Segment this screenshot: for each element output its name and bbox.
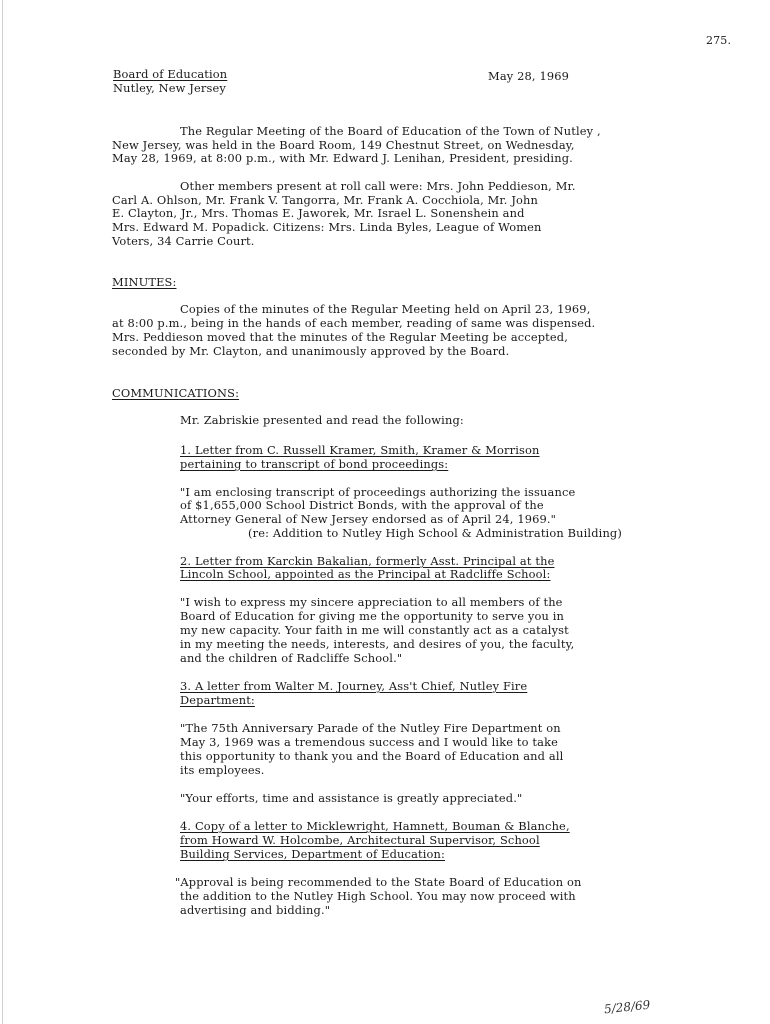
item-title: Department: — [180, 693, 255, 707]
communications-intro: Mr. Zabriskie presented and read the following: — [180, 413, 464, 427]
page-number: 275. — [706, 34, 732, 47]
header-city: Nutley, New Jersey — [113, 81, 226, 95]
handwritten-date-mark: 5/28/69 — [603, 997, 651, 1017]
item-title: 3. A letter from Walter M. Journey, Ass't Chief, Nutley Fire — [180, 679, 528, 693]
item-title: Lincoln School, appointed as the Principal at Radcliffe School: — [180, 567, 551, 581]
item-body: "I wish to express my sincere appreciation to all members of the — [180, 595, 563, 609]
item-body: May 3, 1969 was a tremendous success and I would like to take — [180, 735, 559, 749]
members-line: Mrs. Edward M. Popadick. Citizens: Mrs. Linda Byles, League of Women — [112, 220, 542, 234]
item-body: advertising and bidding." — [180, 903, 331, 917]
minutes-heading: MINUTES: — [112, 275, 177, 289]
item-title: 1. Letter from C. Russell Kramer, Smith, Kramer & Morrison — [180, 443, 540, 457]
item-body: Attorney General of New Jersey endorsed as of April 24, 1969." — [180, 512, 557, 526]
scan-edge-line — [2, 0, 3, 1024]
item-body: (re: Addition to Nutley High School & Administration Building) — [248, 526, 622, 540]
item-title: from Howard W. Holcombe, Architectural Supervisor, School — [180, 833, 540, 847]
item-body: in my meeting the needs, interests, and desires of you, the faculty, — [180, 637, 575, 651]
item-title: pertaining to transcript of bond proceedings: — [180, 457, 449, 471]
members-line: Voters, 34 Carrie Court. — [112, 234, 255, 248]
item-body: its employees. — [180, 763, 265, 777]
item-body: and the children of Radcliffe School." — [180, 651, 403, 665]
item-body: my new capacity. Your faith in me will constantly act as a catalyst — [180, 623, 569, 637]
item-body: this opportunity to thank you and the Board of Education and all — [180, 749, 564, 763]
item-body: "Your efforts, time and assistance is greatly appreciated." — [180, 791, 523, 805]
item-body: "The 75th Anniversary Parade of the Nutley Fire Department on — [180, 721, 561, 735]
item-body: "Approval is being recommended to the State Board of Education on — [175, 875, 582, 889]
members-line: E. Clayton, Jr., Mrs. Thomas E. Jaworek, Mr. Israel L. Sonenshein and — [112, 206, 525, 220]
communications-heading: COMMUNICATIONS: — [112, 386, 240, 400]
item-body: of $1,655,000 School District Bonds, with the approval of the — [180, 498, 544, 512]
item-title: Building Services, Department of Education: — [180, 847, 446, 861]
intro-line: May 28, 1969, at 8:00 p.m., with Mr. Edward J. Lenihan, President, presiding. — [112, 151, 573, 165]
item-body: the addition to the Nutley High School. You may now proceed with — [180, 889, 576, 903]
members-line: Other members present at roll call were: Mrs. John Peddieson, Mr. — [180, 179, 576, 193]
minutes-line: at 8:00 p.m., being in the hands of each member, reading of same was dispensed. — [112, 316, 596, 330]
item-body: Board of Education for giving me the opportunity to serve you in — [180, 609, 565, 623]
intro-line: The Regular Meeting of the Board of Education of the Town of Nutley , — [180, 124, 601, 138]
item-body: "I am enclosing transcript of proceedings authorizing the issuance — [180, 485, 576, 499]
item-title: 4. Copy of a letter to Micklewright, Hamnett, Bouman & Blanche, — [180, 819, 570, 833]
header-date: May 28, 1969 — [488, 69, 570, 83]
minutes-line: Copies of the minutes of the Regular Meeting held on April 23, 1969, — [180, 302, 591, 316]
minutes-line: seconded by Mr. Clayton, and unanimously approved by the Board. — [112, 344, 510, 358]
minutes-line: Mrs. Peddieson moved that the minutes of the Regular Meeting be accepted, — [112, 330, 568, 344]
header-org: Board of Education — [113, 67, 228, 81]
intro-line: New Jersey, was held in the Board Room, 149 Chestnut Street, on Wednesday, — [112, 138, 575, 152]
item-title: 2. Letter from Karckin Bakalian, formerly Asst. Principal at the — [180, 554, 555, 568]
members-line: Carl A. Ohlson, Mr. Frank V. Tangorra, Mr. Frank A. Cocchiola, Mr. John — [112, 193, 539, 207]
